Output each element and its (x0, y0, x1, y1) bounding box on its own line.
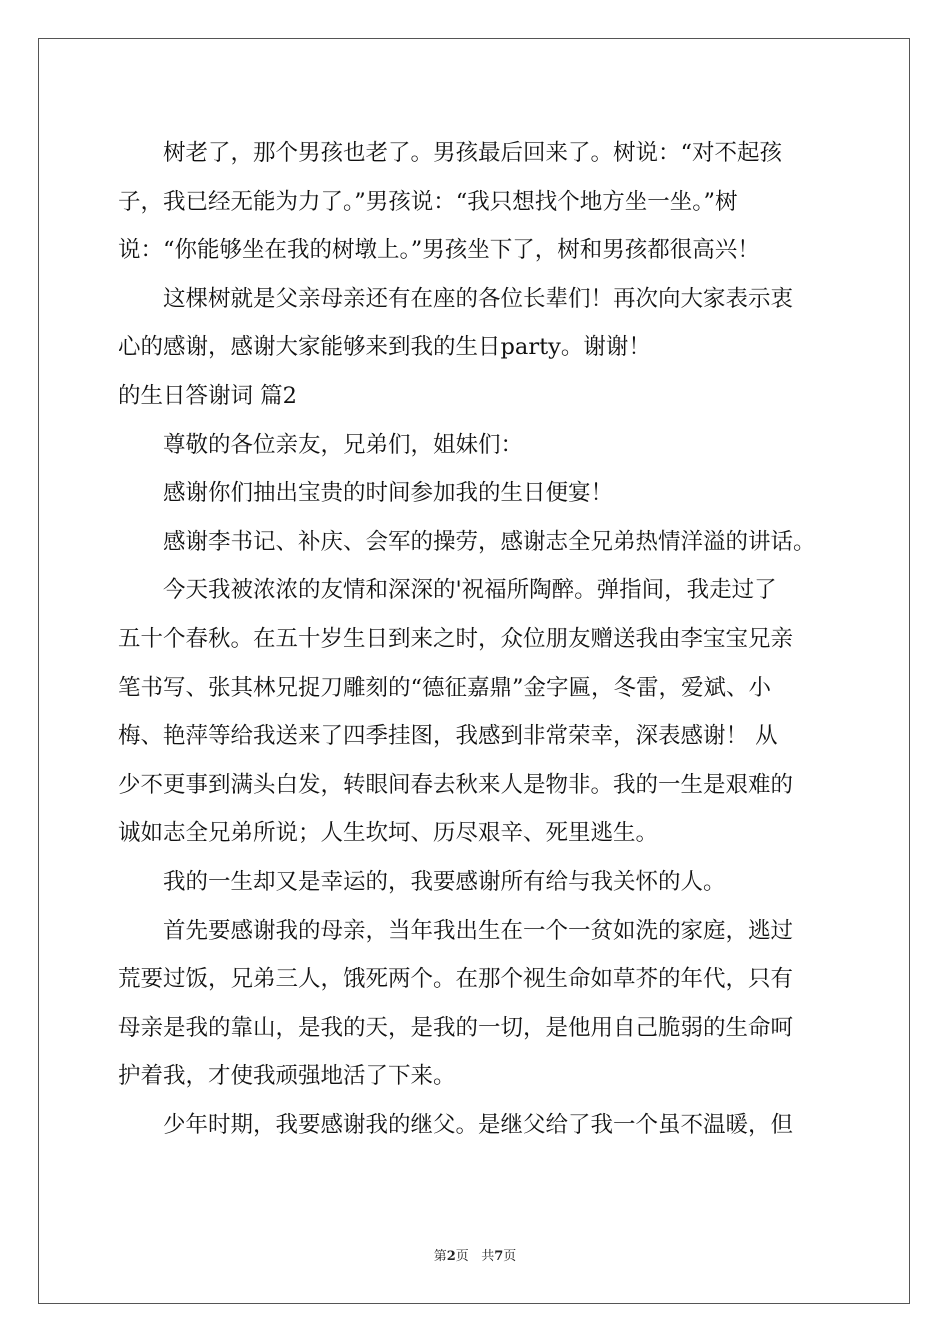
footer-mid: 页 共 (455, 1249, 495, 1264)
text-line: 母亲是我的靠山，是我的天，是我的一切，是他用自己脆弱的生命呵 (118, 1014, 794, 1041)
total-page-number: 7 (494, 1249, 504, 1264)
text-line: 少不更事到满头白发，转眼间春去秋来人是物非。我的一生是艰难的 (118, 771, 794, 798)
text-line: 感谢李书记、补庆、会军的操劳，感谢志全兄弟热情洋溢的讲话。 (163, 528, 816, 555)
text-line: 诚如志全兄弟所说；人生坎坷、历尽艰辛、死里逃生。 (118, 820, 659, 847)
text-line: 首先要感谢我的母亲，当年我出生在一个一贫如洗的家庭，逃过 (163, 917, 794, 944)
current-page-number: 2 (446, 1249, 456, 1264)
text-line: 荒要过饭，兄弟三人，饿死两个。在那个视生命如草芥的年代，只有 (118, 966, 794, 993)
text-line: 笔书写、张其林兄捉刀雕刻的“德征嘉鼎”金字匾，冬雷，爱斌、小 (118, 674, 772, 701)
text-line: 尊敬的各位亲友，兄弟们，姐妹们： (163, 431, 524, 458)
footer-suffix: 页 (503, 1249, 517, 1264)
text-line: 护着我，才使我顽强地活了下来。 (118, 1063, 456, 1090)
footer-prefix: 第 (433, 1249, 447, 1264)
text-line: 心的感谢，感谢大家能够来到我的生日party。谢谢！ (118, 334, 651, 361)
text-line: 感谢你们抽出宝贵的时间参加我的生日便宴！ (163, 480, 614, 507)
text-line: 少年时期，我要感谢我的继父。是继父给了我一个虽不温暖，但 (163, 1111, 794, 1138)
text-line: 今天我被浓浓的友情和深深的'祝福所陶醉。弹指间，我走过了 (163, 577, 777, 604)
page-number-footer (0, 1245, 950, 1264)
text-line: 梅、艳萍等给我送来了四季挂图，我感到非常荣幸，深表感谢！ 从 (118, 723, 778, 750)
text-line: 五十个春秋。在五十岁生日到来之时，众位朋友赠送我由李宝宝兄亲 (118, 625, 794, 652)
section-heading: 的生日答谢词 篇2 (118, 382, 297, 409)
text-line: 说：“你能够坐在我的树墩上。”男孩坐下了，树和男孩都很高兴！ (118, 237, 760, 264)
text-line: 这棵树就是父亲母亲还有在座的各位长辈们！再次向大家表示衷 (163, 285, 794, 312)
document-body (118, 129, 838, 1149)
text-line: 我的一生却又是幸运的，我要感谢所有给与我关怀的人。 (163, 868, 726, 895)
text-line: 树老了，那个男孩也老了。男孩最后回来了。树说：“对不起孩 (163, 140, 783, 166)
text-line: 子，我已经无能为力了。”男孩说：“我只想找个地方坐一坐。”树 (118, 188, 738, 215)
